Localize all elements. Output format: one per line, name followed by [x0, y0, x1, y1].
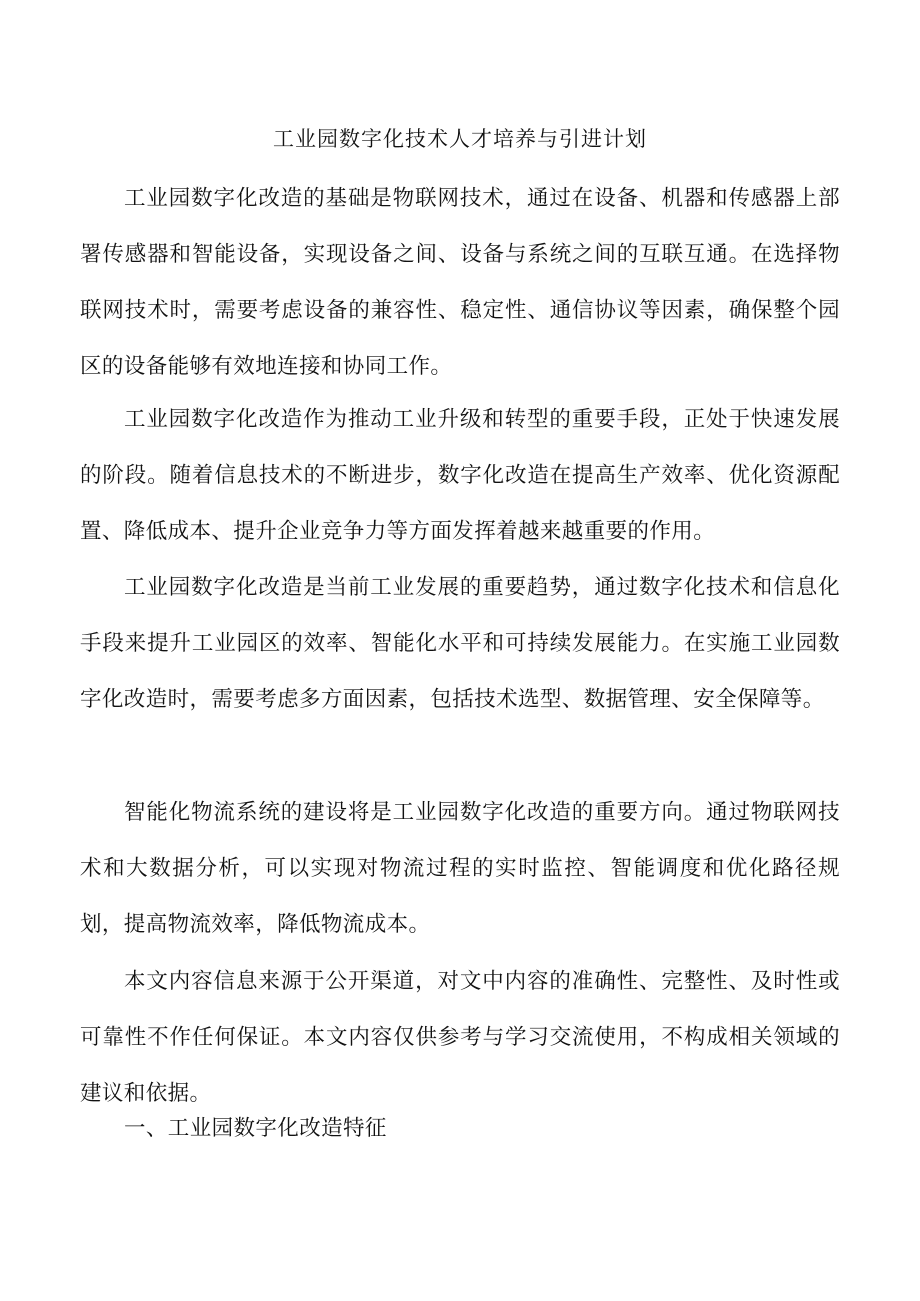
paragraph-iot-foundation: 工业园数字化改造的基础是物联网技术，通过在设备、机器和传感器上部署传感器和智能设备，实现设备之间、设备与系统之间的互联互通。在选择物联网技术时，需要考虑设备的兼容性、稳定性、通信协议等因素，确保整个园区的设备能够有效地连接和协同工作。 — [80, 186, 840, 379]
paragraph-upgrade-means: 工业园数字化改造作为推动工业升级和转型的重要手段，正处于快速发展的阶段。随着信息技术的不断进步，数字化改造在提高生产效率、优化资源配置、降低成本、提升企业竞争力等方面发挥着越来越重要的作用。 — [80, 407, 840, 544]
document-title: 工业园数字化技术人才培养与引进计划 — [273, 127, 647, 151]
section-heading: 一、工业园数字化改造特征 — [124, 1116, 387, 1141]
paragraph-smart-logistics: 智能化物流系统的建设将是工业园数字化改造的重要方向。通过物联网技术和大数据分析，可以实现对物流过程的实时监控、智能调度和优化路径规划，提高物流效率，降低物流成本。 — [80, 800, 840, 937]
paragraph-disclaimer: 本文内容信息来源于公开渠道，对文中内容的准确性、完整性、及时性或可靠性不作任何保证。本文内容仅供参考与学习交流使用，不构成相关领域的建议和依据。 — [80, 969, 840, 1106]
paragraph-development-trend: 工业园数字化改造是当前工业发展的重要趋势，通过数字化技术和信息化手段来提升工业园区的效率、智能化水平和可持续发展能力。在实施工业园数字化改造时，需要考虑多方面因素，包括技术选型、数据管理、安全保障等。 — [80, 575, 840, 712]
